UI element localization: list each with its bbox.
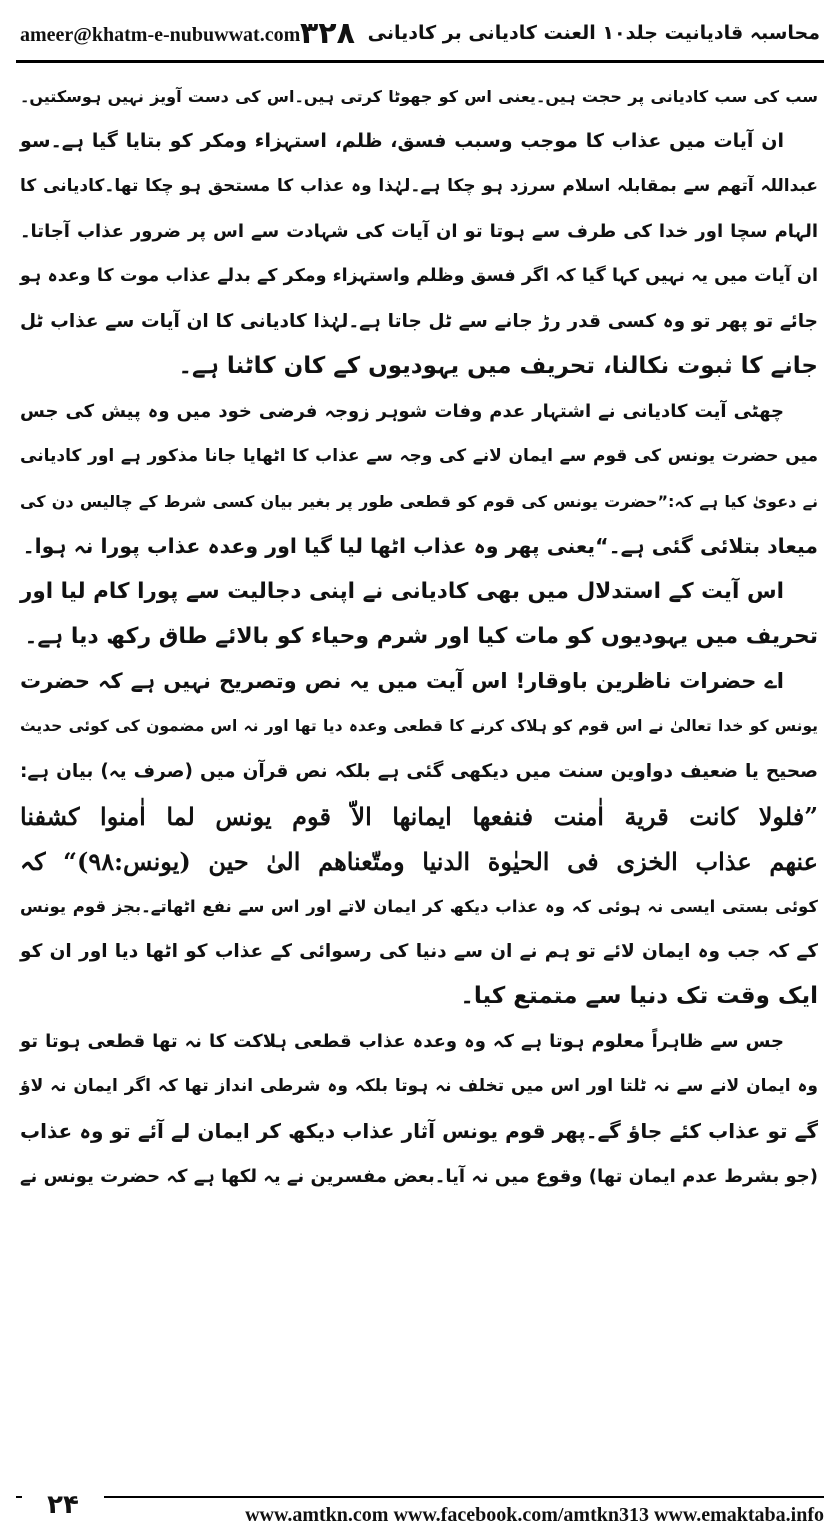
text-line-25: (جو بشرط عدم ایمان تھا) وقوع میں نہ آیا۔بعض مفسرین نے یہ لکھا ہے کہ حضرت یونس نے — [20, 1166, 818, 1187]
page-footer — [16, 1486, 824, 1534]
text-line-6: جائے تو پھر تو وہ کسی قدر رڑ جانے سے ٹل جاتا ہے۔لہٰذا کادیانی کا ان آیات سے عذاب ٹل — [20, 311, 818, 332]
header-page-number: ۳۲۸ — [300, 16, 355, 51]
text-line-13: تحریف میں یہودیوں کو مات کیا اور شرم وحیاء کو بالائے طاق رکھ دیا ہے۔ — [24, 624, 818, 649]
text-line-14: اے حضرات ناظرین باوقار! اس آیت میں یہ نص وتصریح نہیں ہے کہ حضرت — [20, 669, 784, 693]
text-line-20: کے کہ جب وہ ایمان لائے تو ہم نے ان سے دنیا کی رسوائی کے عذاب کو اٹھا دیا اور ان کو — [20, 941, 818, 962]
text-line-16: صحیح یا ضعیف دواوین سنت میں دیکھی گئی ہے بلکہ نص قرآن میں (صرف یہ) بیان ہے: — [20, 761, 818, 782]
text-line-3: عبداللہ آتھم سے بمقابلہ اسلام سرزد ہو چکا ہے۔لہٰذا وہ عذاب کا مستحق ہو چکا تھا۔کادیانی کا — [20, 176, 818, 196]
footer-links: www.amtkn.com www.facebook.com/amtkn313 www.emaktaba.info — [245, 1504, 824, 1526]
text-line-12: اس آیت کے استدلال میں بھی کادیانی نے اپنی دجالیت سے پورا کام لیا اور — [20, 579, 784, 604]
text-line-5: ان آیات میں یہ نہیں کہا گیا کہ اگر فسق وظلم واستہزاء ومکر کے بدلے عذاب موت کا وعدہ ہو — [20, 266, 818, 286]
header-email: ameer@khatm-e-nubuwwat.com — [20, 24, 301, 46]
text-line-4: الہام سچا اور خدا کی طرف سے ہوتا تو ان آیات کی شہادت سے اس پر ضرور عذاب آجاتا۔ — [20, 221, 818, 242]
text-line-9: میں حضرت یونس کی قوم سے ایمان لانے کی وجہ سے عذاب کا اٹھایا جانا مذکور ہے اور کادیانی — [20, 446, 818, 466]
text-line-11: میعاد بتلائی گئی ہے۔“یعنی پھر وہ عذاب اٹھا لیا گیا اور وعدہ عذاب پورا نہ ہوا۔ — [22, 534, 818, 558]
text-line-24: گے تو عذاب کئے جاؤ گے۔پھر قوم یونس آثار عذاب دیکھ کر ایمان لے آئے تو وہ عذاب — [20, 1119, 818, 1143]
footer-page-number: ۲۴ — [22, 1490, 104, 1528]
footer-rule — [16, 1496, 824, 1498]
text-line-7: جانے کا ثبوت نکالنا، تحریف میں یہودیوں کے کان کاٹنا ہے۔ — [178, 353, 818, 379]
header-running-title: محاسبہ قادیانیت جلد۱۰ العنت کادیانی بر کادیانی — [367, 22, 820, 44]
page-header — [16, 14, 824, 58]
text-line-22: جس سے ظاہراً معلوم ہوتا ہے کہ وہ وعدہ عذاب قطعی ہلاکت کا نہ تھا قطعی ہوتا تو — [20, 1031, 784, 1052]
text-line-2: ان آیات میں عذاب کا موجب وسبب فسق، ظلم، استہزاء ومکر کو بتایا گیا ہے۔سو — [20, 130, 784, 152]
text-line-15: یونس کو خدا تعالیٰ نے اس قوم کو ہلاک کرنے کا قطعی وعدہ دیا تھا اور نہ اس مضمون کی کوئی حدیث — [20, 717, 818, 735]
text-line-19: کوئی بستی ایسی نہ ہوئی کہ وہ عذاب دیکھ کر ایمان لاتے اور اس سے نفع اٹھاتے۔بجز قوم یونس — [20, 897, 818, 916]
quran-verse-line-2: عنهم عذاب الخزی فی الحیٰوة الدنیا ومتّعناهم الیٰ حین (یونس:۹۸)“ کہ — [20, 847, 818, 876]
text-line-8: چھٹی آیت کادیانی نے اشتہار عدم وفات شوہر زوجہ فرضی خود میں وہ پیش کی جس — [20, 401, 784, 422]
text-line-23: وہ ایمان لانے سے نہ ٹلتا اور اس میں تخلف نہ ہوتا بلکہ وہ شرطی انداز تھا کہ اگر ایمان نہ لاؤ — [20, 1076, 818, 1096]
page-body — [20, 74, 818, 1199]
text-line-10: نے دعویٰ کیا ہے کہ:”حضرت یونس کی قوم کو قطعی طور پر بغیر بیان کسی شرط کے چالیس دن کی — [20, 492, 818, 511]
text-line-21: ایک وقت تک دنیا سے متمتع کیا۔ — [460, 983, 818, 1009]
header-rule — [16, 60, 824, 63]
text-line-1: سب کی سب کادیانی پر حجت ہیں۔یعنی اس کو جھوٹا کرتی ہیں۔اس کی دست آویز نہیں ہوسکتیں۔ — [20, 87, 818, 106]
quran-verse-line-1: ”فلولا کانت قریة اٰمنت فنفعها ایمانها الاّ قوم یونس لما اٰمنوا کشفنا — [20, 802, 818, 831]
